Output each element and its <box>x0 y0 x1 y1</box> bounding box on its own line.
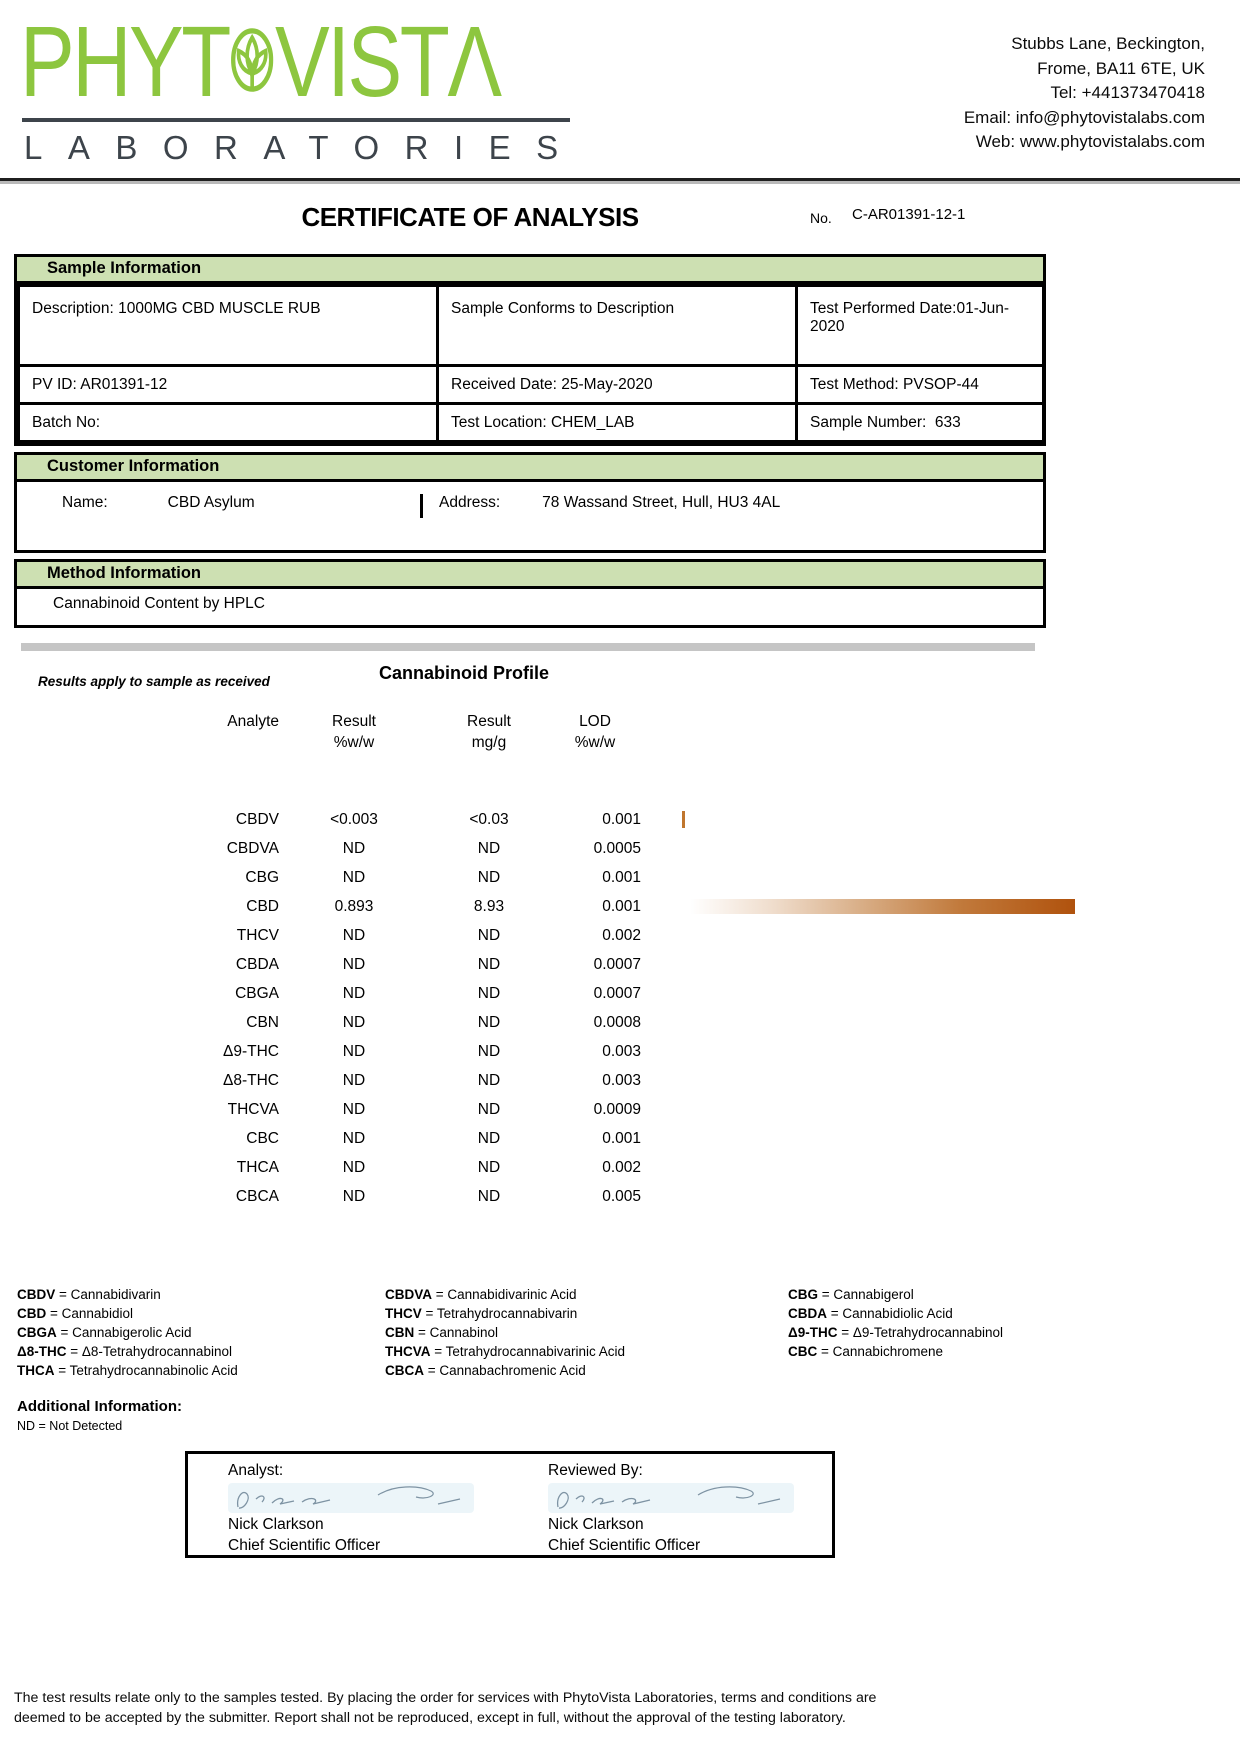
logo-rule <box>22 118 570 122</box>
header <box>0 0 1240 167</box>
table-row <box>19 404 1044 442</box>
result-mgg: ND <box>477 955 501 973</box>
customer-information-box <box>14 452 1046 553</box>
legend-column-2 <box>385 1285 788 1380</box>
result-mgg: ND <box>477 868 501 886</box>
customer-row <box>17 482 1043 550</box>
list-item: CBN = Cannabinol <box>385 1325 498 1340</box>
lod-value: 0.003 <box>602 1071 641 1089</box>
table-row <box>19 286 1044 366</box>
result-pct: ND <box>342 868 366 886</box>
analyte-name: CBC <box>246 1129 279 1147</box>
contact-address-line2: Frome, BA11 6TE, UK <box>1037 58 1205 78</box>
list-item: THCA = Tetrahydrocannabinolic Acid <box>17 1363 238 1378</box>
profile-column-headers <box>14 711 1134 753</box>
legend-column-3 <box>788 1285 1240 1380</box>
result-mgg: ND <box>477 1129 501 1147</box>
analyte-name: THCVA <box>227 1100 279 1118</box>
result-pct: ND <box>342 955 366 973</box>
analyte-name: THCV <box>236 926 279 944</box>
analyst-role: Chief Scientific Officer <box>228 1537 381 1554</box>
result-pct: ND <box>342 984 366 1002</box>
result-pct: ND <box>342 1158 366 1176</box>
lod-value: 0.001 <box>602 897 641 915</box>
list-item: Δ8-THC = Δ8-Tetrahydrocannabinol <box>17 1344 232 1359</box>
signature-box <box>185 1451 835 1558</box>
test-performed-date: Test Performed Date:01-Jun-2020 <box>797 286 1044 366</box>
result-mgg: ND <box>477 1042 501 1060</box>
nd-definition: ND = Not Detected <box>17 1419 123 1433</box>
cbdv-trace-bar <box>682 811 685 828</box>
certificate-no-value: C-AR01391-12-1 <box>852 206 966 223</box>
result-mgg: ND <box>477 1187 501 1205</box>
lod-value: 0.001 <box>602 1129 641 1147</box>
lod-value: 0.0007 <box>593 984 641 1002</box>
result-mgg: 8.93 <box>473 897 505 915</box>
analyte-name: Δ8-THC <box>223 1071 279 1089</box>
cbd-result-bar <box>690 899 1075 914</box>
lod-value: 0.002 <box>602 1158 641 1176</box>
analyte-name: THCA <box>236 1158 279 1176</box>
cannabinoid-profile <box>14 661 1134 1211</box>
reviewer-signature-block <box>508 1454 828 1555</box>
list-item: THCV = Tetrahydrocannabivarin <box>385 1306 578 1321</box>
table-row <box>14 979 1134 1008</box>
lod-value: 0.0008 <box>593 1013 641 1031</box>
result-pct: ND <box>342 1129 366 1147</box>
analyte-name: CBGA <box>235 984 279 1002</box>
section-separator <box>21 643 1035 651</box>
sample-information-box <box>14 254 1046 446</box>
analyte-name: CBDA <box>235 955 279 973</box>
result-mgg: ND <box>477 984 501 1002</box>
result-pct: ND <box>342 926 366 944</box>
test-location: Test Location: CHEM_LAB <box>438 404 797 442</box>
footer-disclaimer <box>14 1689 1230 1728</box>
lod-value: 0.001 <box>602 810 641 828</box>
reviewer-role: Chief Scientific Officer <box>548 1537 701 1554</box>
result-pct: ND <box>342 1071 366 1089</box>
additional-information <box>17 1398 1240 1433</box>
logo-text-left: PHYT <box>20 6 229 118</box>
result-pct: ND <box>342 1187 366 1205</box>
result-mgg: ND <box>477 1013 501 1031</box>
table-row <box>14 805 1134 834</box>
analyte-name: CBN <box>246 1013 279 1031</box>
table-row <box>14 950 1134 979</box>
list-item: CBDA = Cannabidiolic Acid <box>788 1306 953 1321</box>
list-item: CBC = Cannabichromene <box>788 1344 943 1359</box>
result-mgg: ND <box>477 1071 501 1089</box>
analyte-name: CBD <box>246 897 279 915</box>
sample-information-heading: Sample Information <box>17 257 1043 284</box>
table-row <box>14 1153 1134 1182</box>
table-row <box>14 1095 1134 1124</box>
lab-contact-info <box>605 16 1220 167</box>
leaf-logo-icon <box>230 18 273 102</box>
list-item: CBDV = Cannabidivarin <box>17 1287 161 1302</box>
customer-address-value: 78 Wassand Street, Hull, HU3 4AL <box>542 494 781 511</box>
column-header-lod: LOD %w/w <box>574 713 616 751</box>
list-item: CBGA = Cannabigerolic Acid <box>17 1325 192 1340</box>
profile-header-row <box>14 661 1134 695</box>
column-header-result-pct: Result %w/w <box>332 713 376 751</box>
table-row <box>14 921 1134 950</box>
table-row <box>14 834 1134 863</box>
reviewed-by-label: Reviewed By: <box>548 1462 643 1479</box>
received-date: Received Date: 25-May-2020 <box>438 366 797 404</box>
lod-value: 0.0009 <box>593 1100 641 1118</box>
legend-column-1 <box>17 1285 385 1380</box>
analyte-name: CBG <box>245 868 279 886</box>
analyst-name: Nick Clarkson <box>228 1516 324 1533</box>
sample-conforms: Sample Conforms to Description <box>438 286 797 366</box>
logo-subtitle: LABORATORIES <box>24 129 584 166</box>
sample-description: Description: 1000MG CBD MUSCLE RUB <box>19 286 438 366</box>
method-information-heading: Method Information <box>17 562 1043 589</box>
sample-number: Sample Number: 633 <box>797 404 1044 442</box>
customer-address <box>420 494 780 518</box>
contact-phone: Tel: +441373470418 <box>1050 83 1205 102</box>
customer-name-label: Name: <box>62 494 108 511</box>
customer-name-value: CBD Asylum <box>167 494 255 511</box>
table-row <box>14 1066 1134 1095</box>
list-item: CBCA = Cannabachromenic Acid <box>385 1363 586 1378</box>
contact-email: Email: info@phytovistalabs.com <box>963 107 1205 127</box>
lod-value: 0.0007 <box>593 955 641 973</box>
list-item: Δ9-THC = Δ9-Tetrahydrocannabinol <box>788 1325 1003 1340</box>
table-row <box>14 892 1134 921</box>
lod-value: 0.005 <box>602 1187 641 1205</box>
column-header-analyte: Analyte <box>227 713 279 730</box>
result-mgg: ND <box>477 1100 501 1118</box>
footer-line-1: The test results relate only to the samples tested. By placing the order for services with PhytoVista Laboratories, terms and conditions are <box>14 1690 877 1706</box>
table-row <box>14 1182 1134 1211</box>
abbreviation-legend <box>17 1285 1240 1380</box>
list-item: THCVA = Tetrahydrocannabivarinic Acid <box>385 1344 626 1359</box>
result-pct: <0.003 <box>330 810 378 828</box>
results-note: Results apply to sample as received <box>38 674 270 689</box>
result-pct: ND <box>342 839 366 857</box>
result-mgg: ND <box>477 926 501 944</box>
customer-name <box>17 494 420 550</box>
table-row <box>14 863 1134 892</box>
table-row <box>19 366 1044 404</box>
pv-id: PV ID: AR01391-12 <box>19 366 438 404</box>
lod-value: 0.001 <box>602 868 641 886</box>
method-information-box <box>14 559 1046 628</box>
analyst-label: Analyst: <box>228 1462 284 1479</box>
table-row <box>14 1124 1134 1153</box>
result-pct: ND <box>342 1100 366 1118</box>
logo-text-right: VISTΛ <box>274 6 500 118</box>
lod-value: 0.002 <box>602 926 641 944</box>
additional-information-heading: Additional Information: <box>17 1398 182 1415</box>
list-item: CBDVA = Cannabidivarinic Acid <box>385 1287 577 1302</box>
analyte-name: Δ9-THC <box>223 1042 279 1060</box>
profile-rows <box>14 805 1134 1211</box>
certificate-no-label: No. <box>810 210 832 226</box>
title-row <box>0 196 1240 248</box>
analyst-signature-block <box>188 1454 508 1555</box>
header-divider <box>0 178 1240 184</box>
column-header-result-mgg: Result mg/g <box>467 713 511 751</box>
method-line: Cannabinoid Content by HPLC <box>53 595 265 612</box>
result-mgg: <0.03 <box>469 810 509 828</box>
analyte-name: CBCA <box>235 1187 279 1205</box>
contact-web: Web: www.phytovistalabs.com <box>975 132 1205 151</box>
customer-information-heading: Customer Information <box>17 455 1043 482</box>
analyte-name: CBDV <box>235 810 279 828</box>
customer-address-label: Address: <box>439 494 501 511</box>
analyst-signature <box>228 1483 474 1513</box>
lod-value: 0.003 <box>602 1042 641 1060</box>
lod-value: 0.0005 <box>593 839 641 857</box>
table-row <box>14 1037 1134 1066</box>
result-pct: ND <box>342 1042 366 1060</box>
analyte-name: CBDVA <box>226 839 279 857</box>
footer-line-2: deemed to be accepted by the submitter. Report shall not be reproduced, except in full, without the approval of the testing laboratory. <box>14 1709 846 1726</box>
result-pct: 0.893 <box>334 897 374 915</box>
list-item: CBG = Cannabigerol <box>788 1287 914 1302</box>
sample-information-table <box>17 284 1045 443</box>
result-mgg: ND <box>477 839 501 857</box>
page-title: CERTIFICATE OF ANALYSIS <box>301 202 639 232</box>
profile-title: Cannabinoid Profile <box>378 663 549 683</box>
phytovista-logo <box>20 6 605 167</box>
list-item: CBD = Cannabidiol <box>17 1306 133 1321</box>
reviewer-name: Nick Clarkson <box>548 1516 644 1533</box>
result-mgg: ND <box>477 1158 501 1176</box>
reviewer-signature <box>548 1483 794 1513</box>
contact-address-line1: Stubbs Lane, Beckington, <box>1011 34 1205 53</box>
logo-wordmark <box>20 6 500 118</box>
test-method: Test Method: PVSOP-44 <box>797 366 1044 404</box>
table-row <box>14 1008 1134 1037</box>
batch-no: Batch No: <box>19 404 438 442</box>
result-pct: ND <box>342 1013 366 1031</box>
